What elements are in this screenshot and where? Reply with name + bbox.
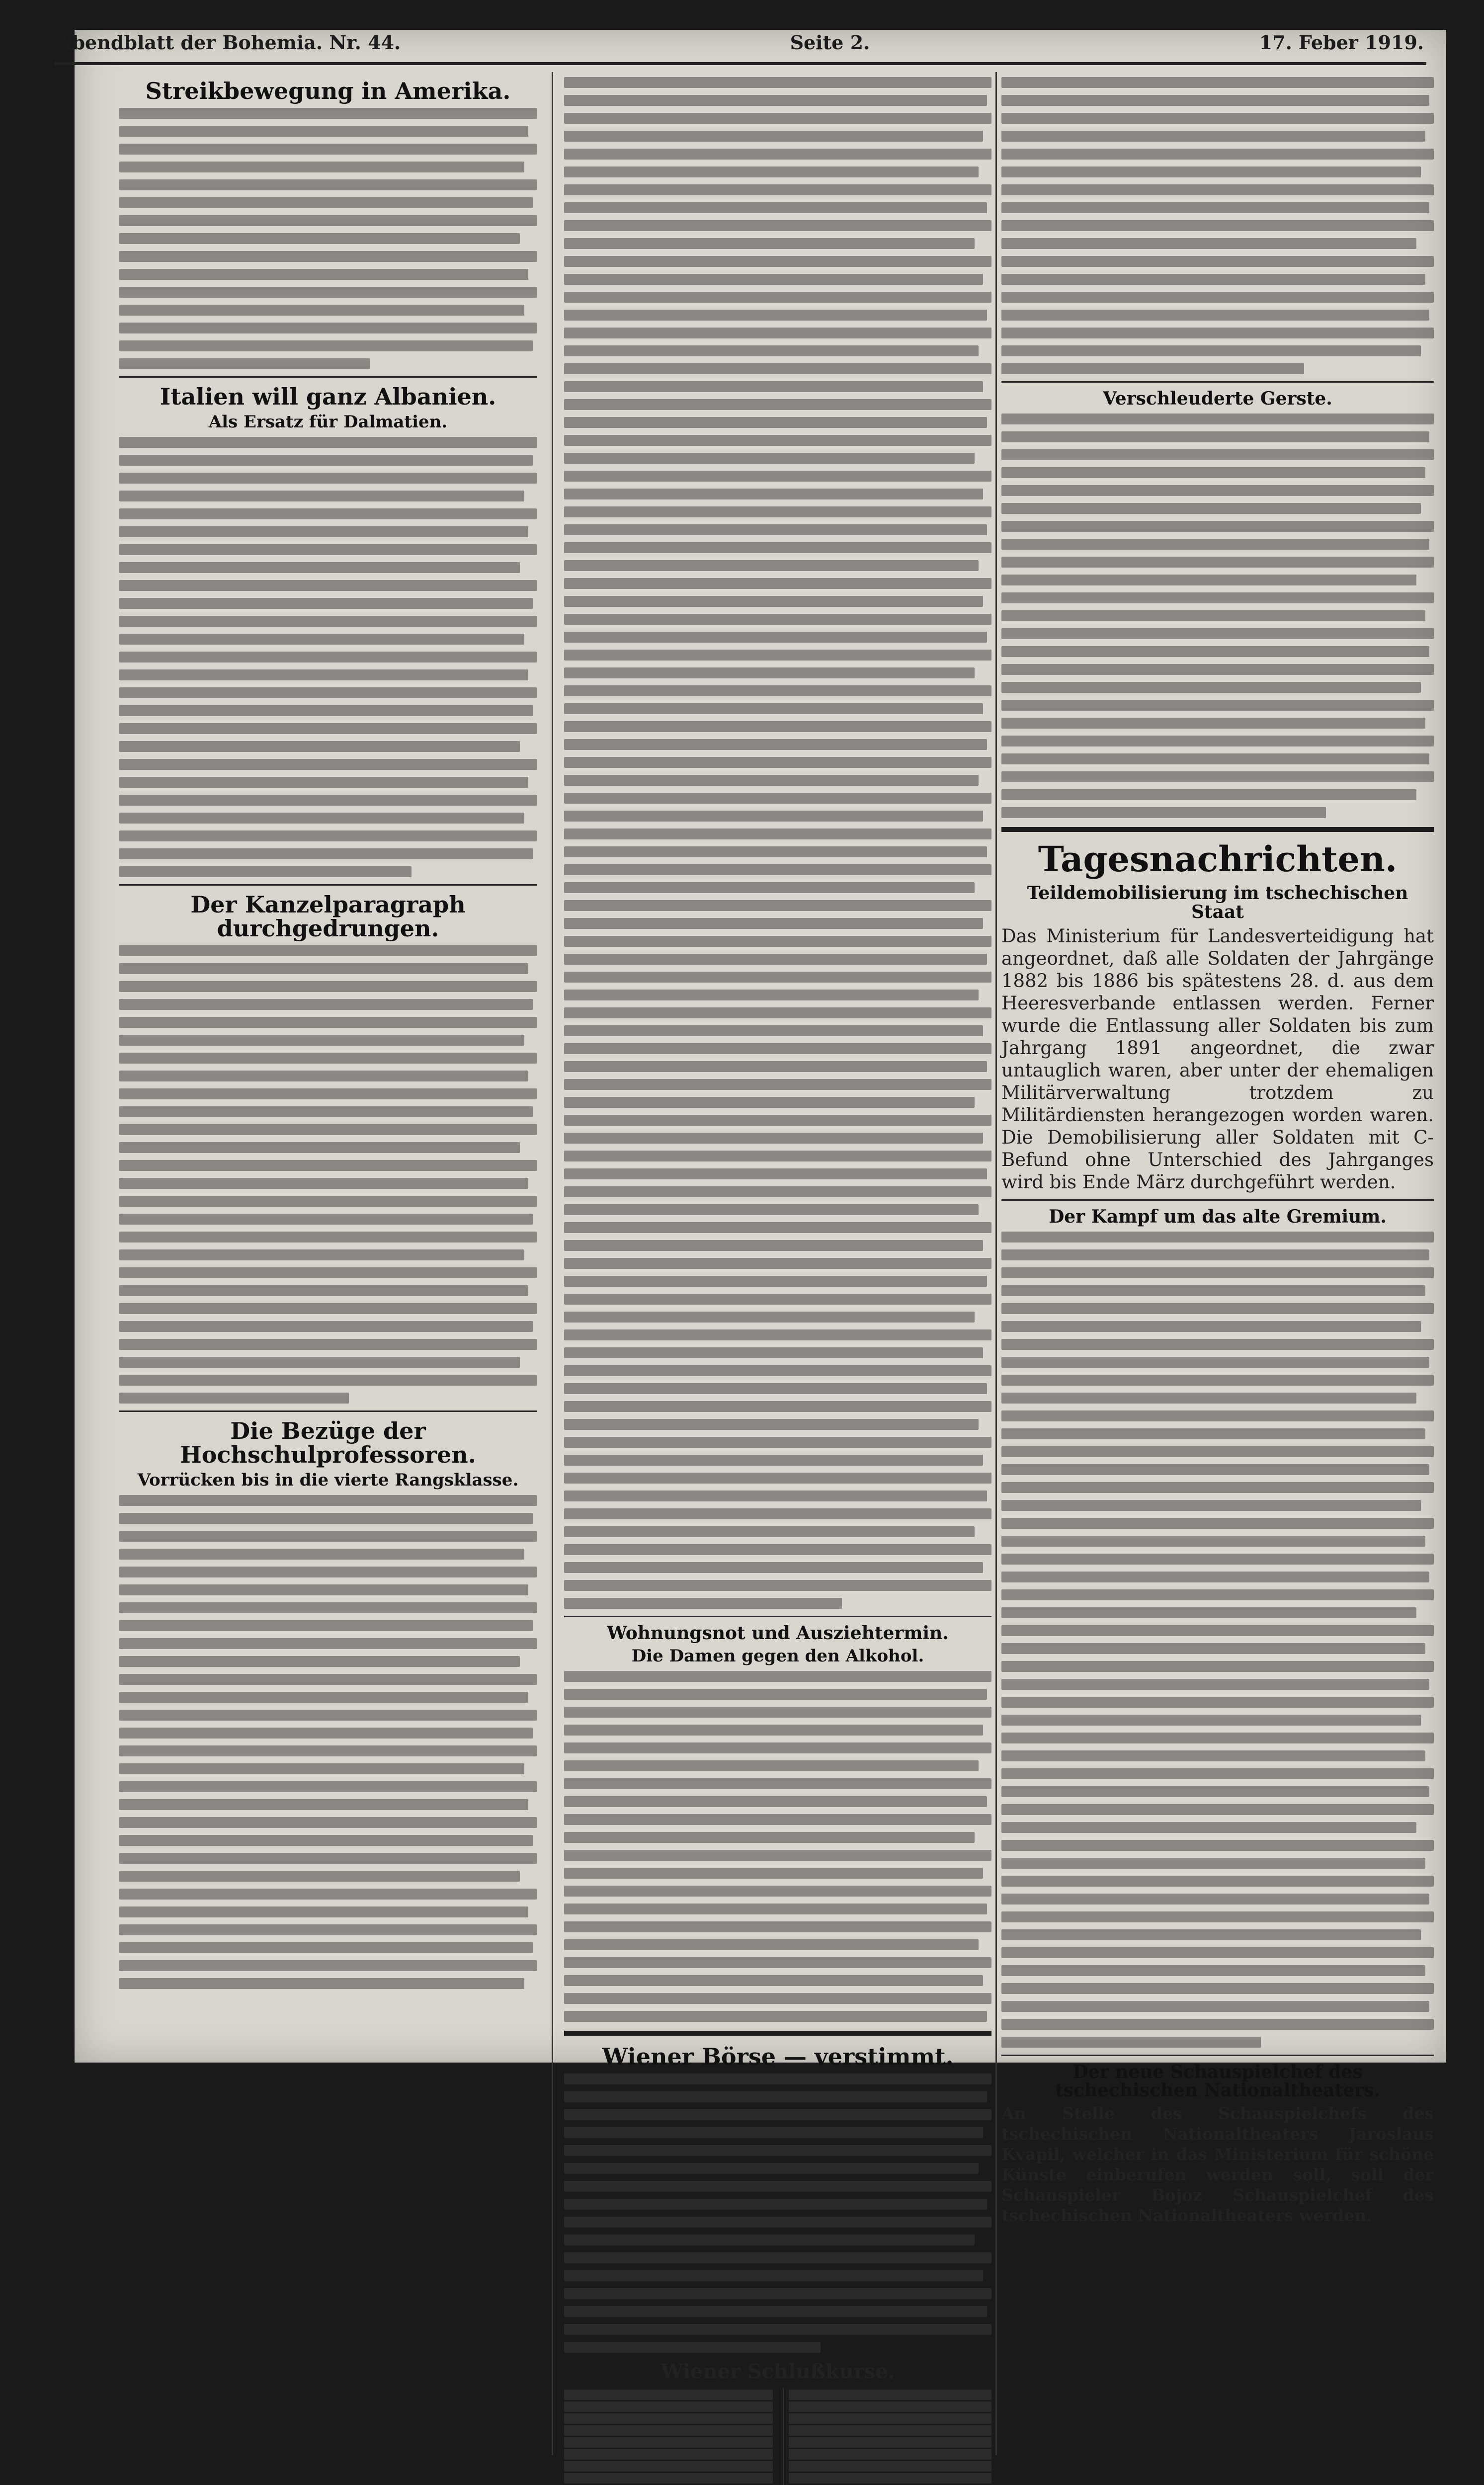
section-rule bbox=[1001, 827, 1434, 832]
headline-gremium: Der Kampf um das alte Gremium. bbox=[1049, 1206, 1387, 1227]
headline-kanzelparagraph: Der Kanzelparagraph durchgedrungen. bbox=[190, 891, 466, 942]
subheadline-albanien: Als Ersatz für Dalmatien. bbox=[208, 412, 448, 432]
article-hochschulprofessoren-body bbox=[119, 1495, 537, 1989]
divider bbox=[564, 1616, 991, 1617]
header-right: 17. Feber 1919. bbox=[1259, 31, 1424, 54]
article-continued-top bbox=[1001, 77, 1434, 374]
article-demobilisierung-text: Das Ministerium für Landesverteidigung hat angeordnet, daß alle Soldaten der Jahrgänge 1882 bis 1886 bis spätestens 28. d. aus dem Heeresverbande entlassen werden. Ferner wurde die Entlassung aller Soldaten bis zum Jahrgang 1891 angeordnet, die zwar untauglich waren, aber unter der ehemaligen Militärverwaltung trotzdem zu Militärdiensten herangezogen worden waren. Die Demobilisierung aller Soldaten mit C-Befund ohne Unterschied des Jahrganges wird bis Ende März durchgeführt werden. bbox=[1001, 925, 1434, 1193]
divider bbox=[1001, 2055, 1434, 2056]
headline-tagesnachrichten: Tagesnachrichten. bbox=[1038, 838, 1398, 880]
column-1 bbox=[119, 72, 537, 2450]
header-center: Seite 2. bbox=[790, 31, 870, 54]
running-header bbox=[57, 27, 1424, 57]
quotes-table bbox=[564, 2388, 991, 2485]
divider bbox=[119, 376, 537, 378]
column-2 bbox=[564, 72, 991, 2450]
subheadline-alkohol: Die Damen gegen den Alkohol. bbox=[631, 1646, 924, 1666]
column-rule bbox=[552, 72, 553, 2455]
divider bbox=[119, 1410, 537, 1412]
article-albanien-body bbox=[119, 437, 537, 877]
article-gremium-body bbox=[1001, 1232, 1434, 2048]
divider bbox=[119, 884, 537, 886]
headline-wohnungsnot: Wohnungsnot und Ausziehtermin. bbox=[607, 1623, 949, 1644]
section-rule bbox=[564, 2031, 991, 2036]
article-schauspielchef-text: An Stelle des Schauspielchefs des tschechischen Nationaltheaters Jaroslaus Kvapil, welcher in das Ministerium für schöne Künste einberufen werden soll, soll der Schauspieler Bojoz Schauspielchef des tschechischen Nationaltheaters werden. bbox=[1001, 2104, 1434, 2226]
quotes-title: Wiener Schlußkurse. bbox=[660, 2360, 895, 2384]
headline-streik: Streikbewegung in Amerika. bbox=[145, 78, 511, 104]
divider bbox=[1001, 381, 1434, 383]
article-hochschulprofessoren-continued bbox=[564, 77, 991, 1609]
article-gerste-body bbox=[1001, 414, 1434, 818]
headline-schauspielchef: Der neue Schauspielchef des tschechischen Nationaltheaters. bbox=[1055, 2061, 1380, 2101]
article-kanzelparagraph-body bbox=[119, 945, 537, 1404]
divider bbox=[1001, 1199, 1434, 1201]
article-streik-body bbox=[119, 108, 537, 369]
headline-hochschulprofessoren: Die Bezüge der Hochschulprofessoren. bbox=[180, 1417, 476, 1469]
subheadline-hochschulprofessoren: Vorrücken bis in die vierte Rangsklasse. bbox=[137, 1470, 519, 1490]
header-left: Abendblatt der Bohemia. Nr. 44. bbox=[57, 31, 401, 54]
headline-boerse: Wiener Börse — verstimmt. bbox=[602, 2043, 954, 2070]
quotes-left-column bbox=[564, 2388, 773, 2485]
column-3 bbox=[1001, 72, 1434, 2450]
column-rule bbox=[995, 72, 997, 2455]
article-wohnungsnot-body bbox=[564, 1671, 991, 2022]
quotes-right-column bbox=[783, 2388, 991, 2485]
headline-gerste: Verschleuderte Gerste. bbox=[1103, 388, 1332, 409]
headline-albanien: Italien will ganz Albanien. bbox=[160, 383, 496, 411]
subheadline-demobilisierung: Teildemobilisierung im tschechischen Staat bbox=[1027, 883, 1408, 923]
article-boerse-body bbox=[564, 2073, 991, 2353]
header-rule bbox=[55, 62, 1426, 65]
